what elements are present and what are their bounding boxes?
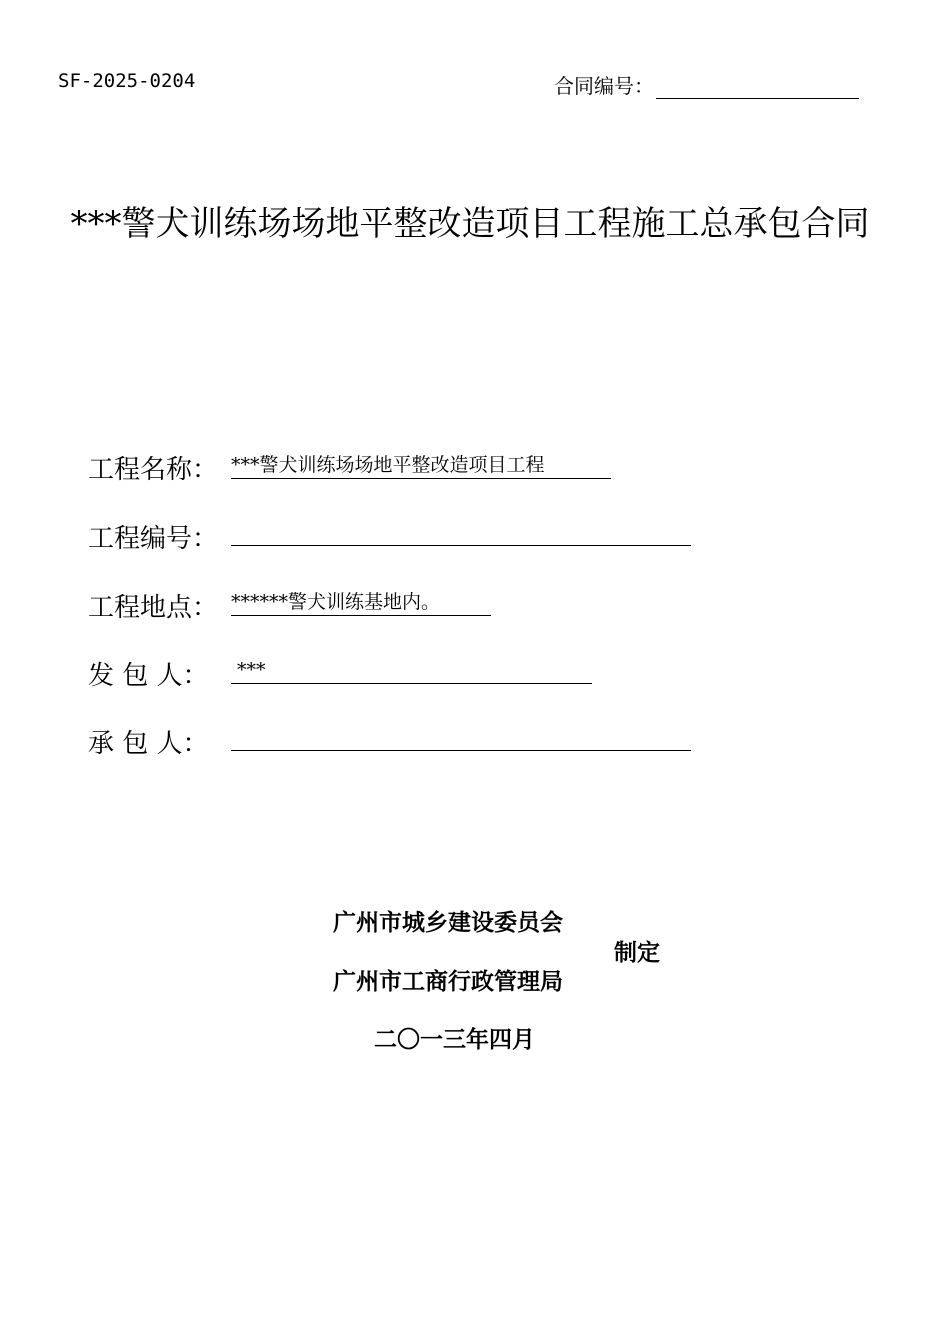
issuer-commerce-bureau: 广州市工商行政管理局 [333, 969, 563, 995]
project-number-label: 工程编号： [88, 524, 219, 554]
issue-date: 二〇一三年四月 [374, 1027, 535, 1053]
document-code: SF-2025-0204 [58, 70, 196, 92]
employer-label: 发 包 人： [88, 661, 209, 691]
contract-number-blank [656, 76, 859, 99]
document-title: ***警犬训练场场地平整改造项目工程施工总承包合同 [70, 204, 870, 244]
project-name-value: ***警犬训练场场地平整改造项目工程 [231, 452, 611, 479]
project-name-label: 工程名称： [88, 455, 219, 485]
issued-label: 制定 [614, 940, 660, 966]
contractor-value [231, 724, 691, 751]
project-location-label: 工程地点： [88, 593, 219, 623]
issuer-construction-committee: 广州市城乡建设委员会 [333, 910, 563, 936]
contract-number [554, 70, 859, 99]
contract-number-label: 合同编号： [554, 74, 654, 98]
project-location-value: ******警犬训练基地内。 [231, 589, 491, 616]
employer-value: *** [231, 657, 592, 684]
contractor-label: 承 包 人： [88, 729, 209, 759]
project-number-value [231, 519, 691, 546]
